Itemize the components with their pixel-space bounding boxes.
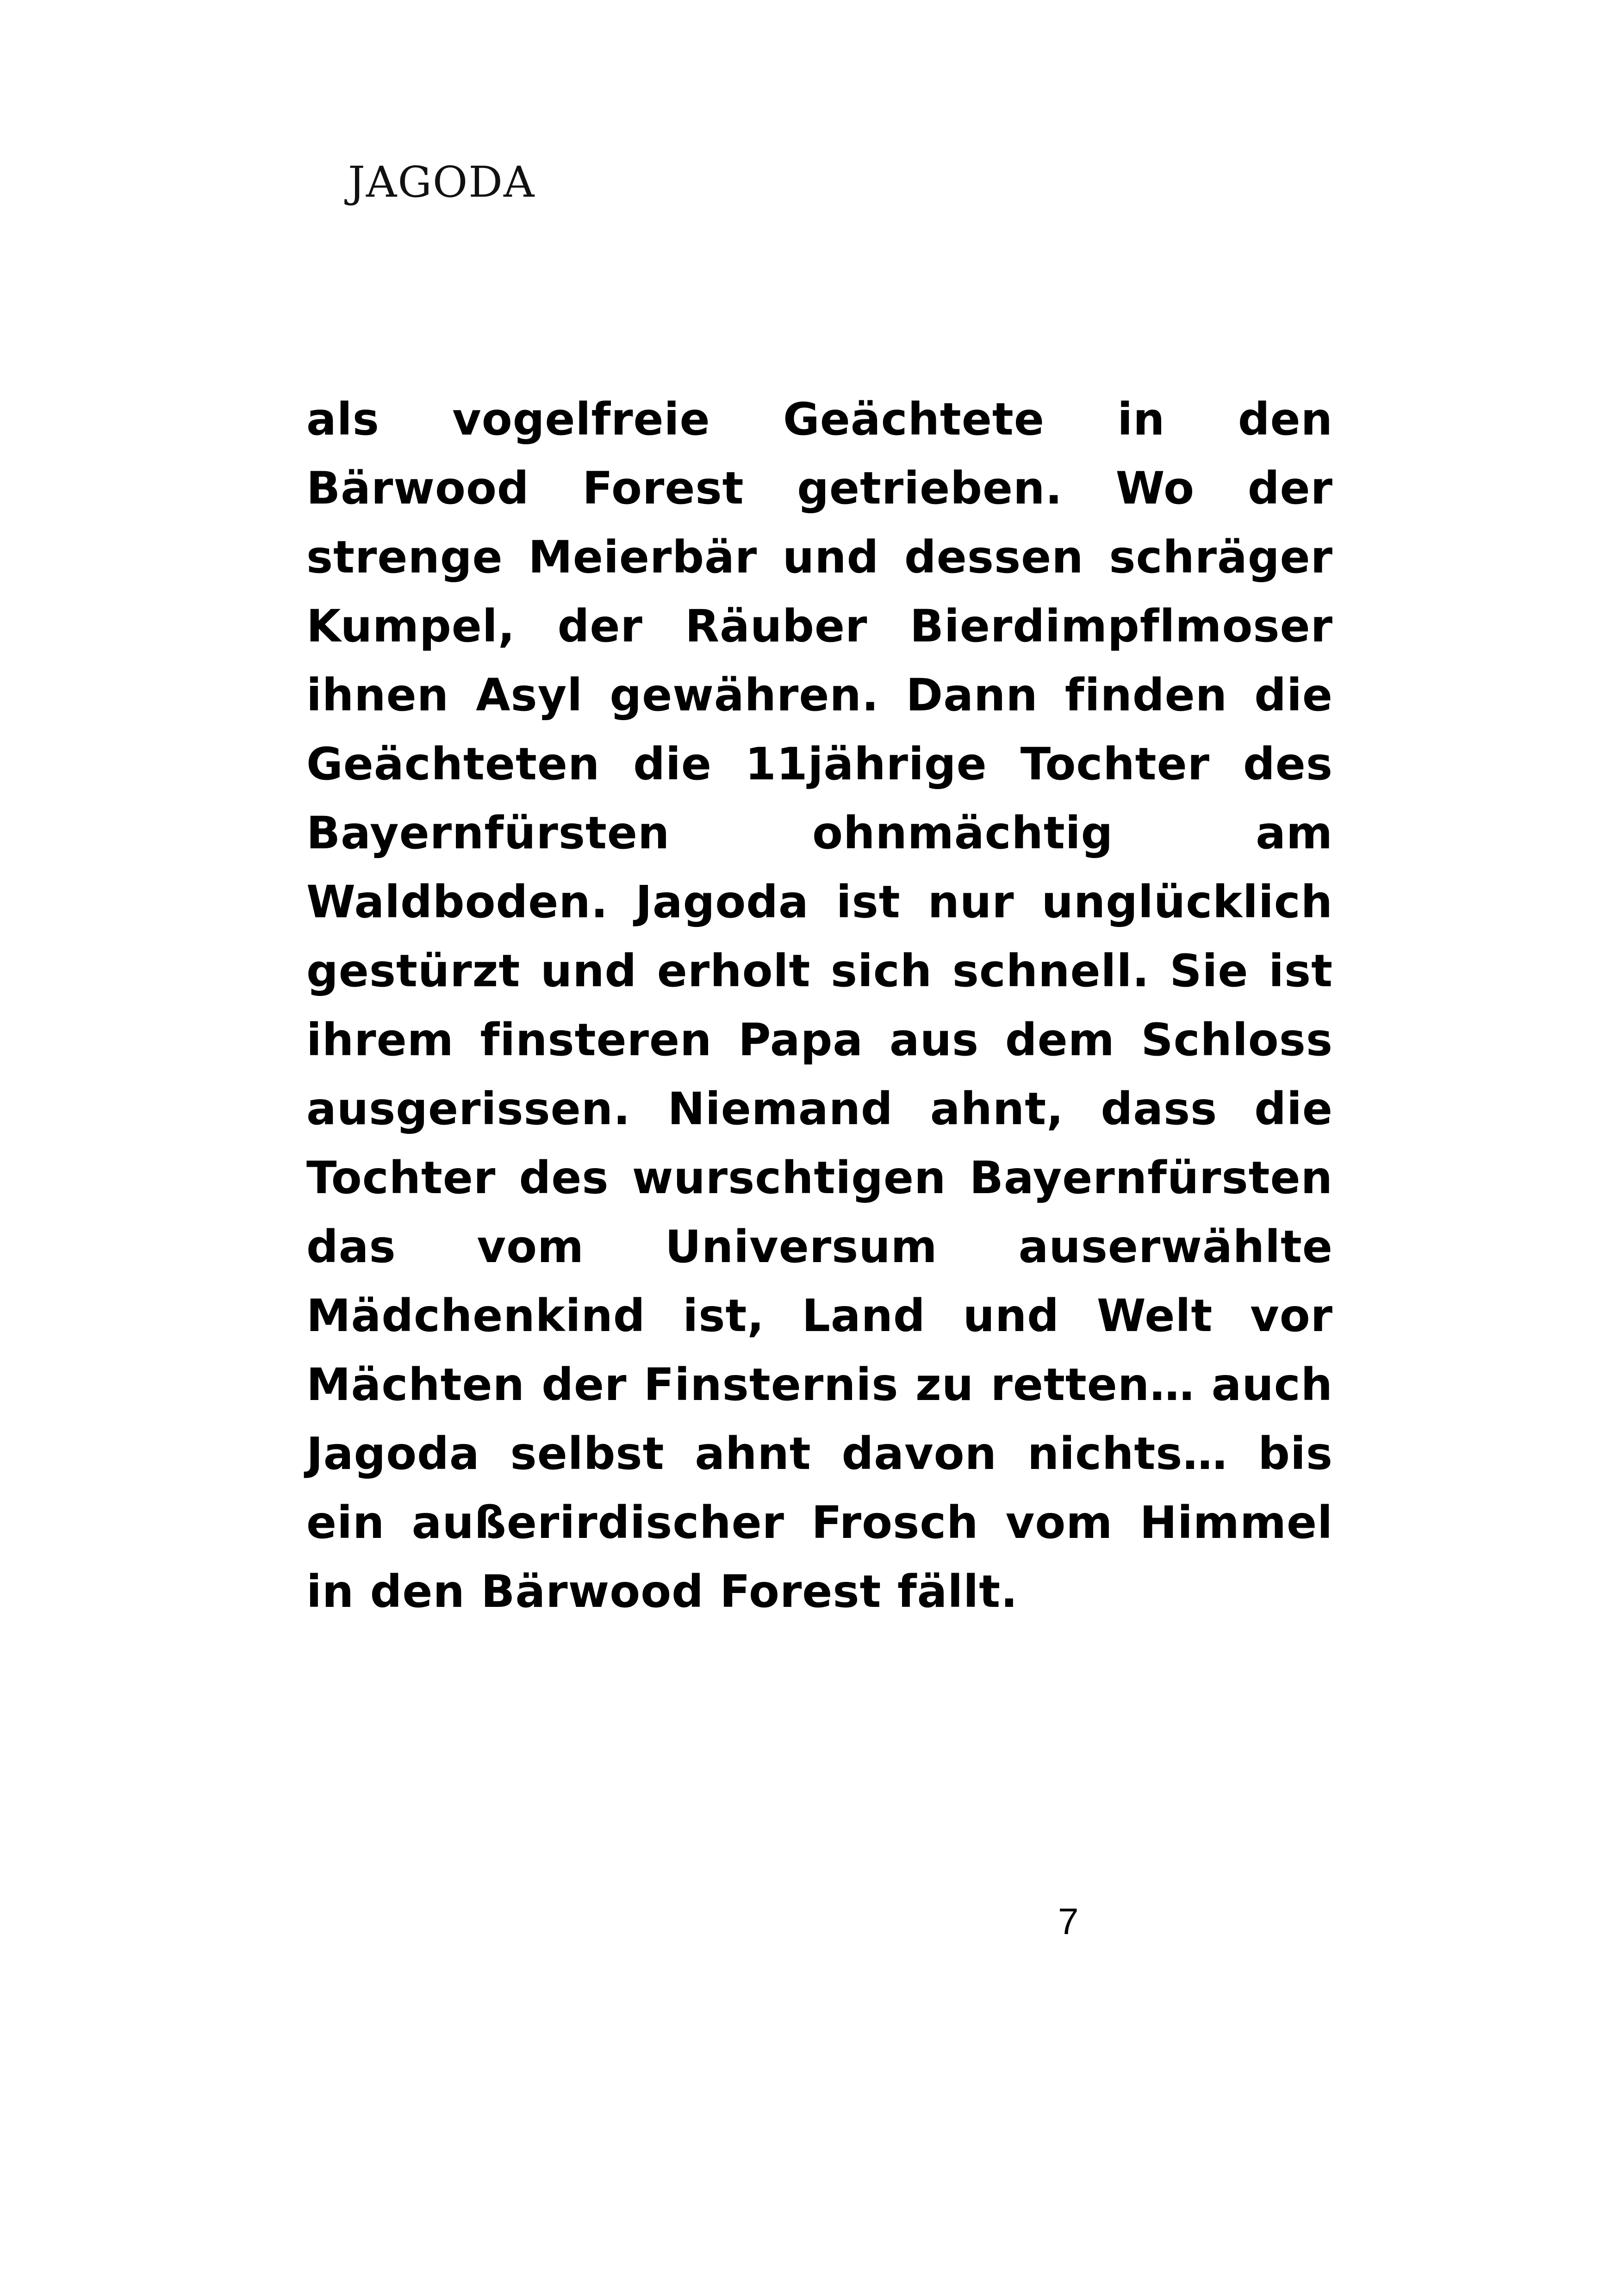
running-header: JAGODA [348, 157, 535, 207]
body-paragraph: als vogelfreie Geächtete in den Bärwood Forest getrieben. Wo der strenge Meierbär und dessen schräger Kumpel, der Räuber Bierdimpflmoser ihnen Asyl gewähren. Dann finden die Geächteten die 11jährige Tochter des Bayernfürsten ohnmächtig am Waldboden. Jagoda ist nur unglücklich gestürzt und erholt sich schnell. Sie ist ihrem finsteren Papa aus dem Schloss ausgerissen. Niemand ahnt, dass die Tochter des wurschtigen Bayernfürsten das vom Universum auserwählte Mädchenkind ist, Land und Welt vor Mächten der Finsternis zu retten… auch Jagoda selbst ahnt davon nichts… bis ein außerirdischer Frosch vom Himmel in den Bärwood Forest fällt. [306, 393, 1333, 1618]
page-number: 7 [1058, 1901, 1079, 1942]
